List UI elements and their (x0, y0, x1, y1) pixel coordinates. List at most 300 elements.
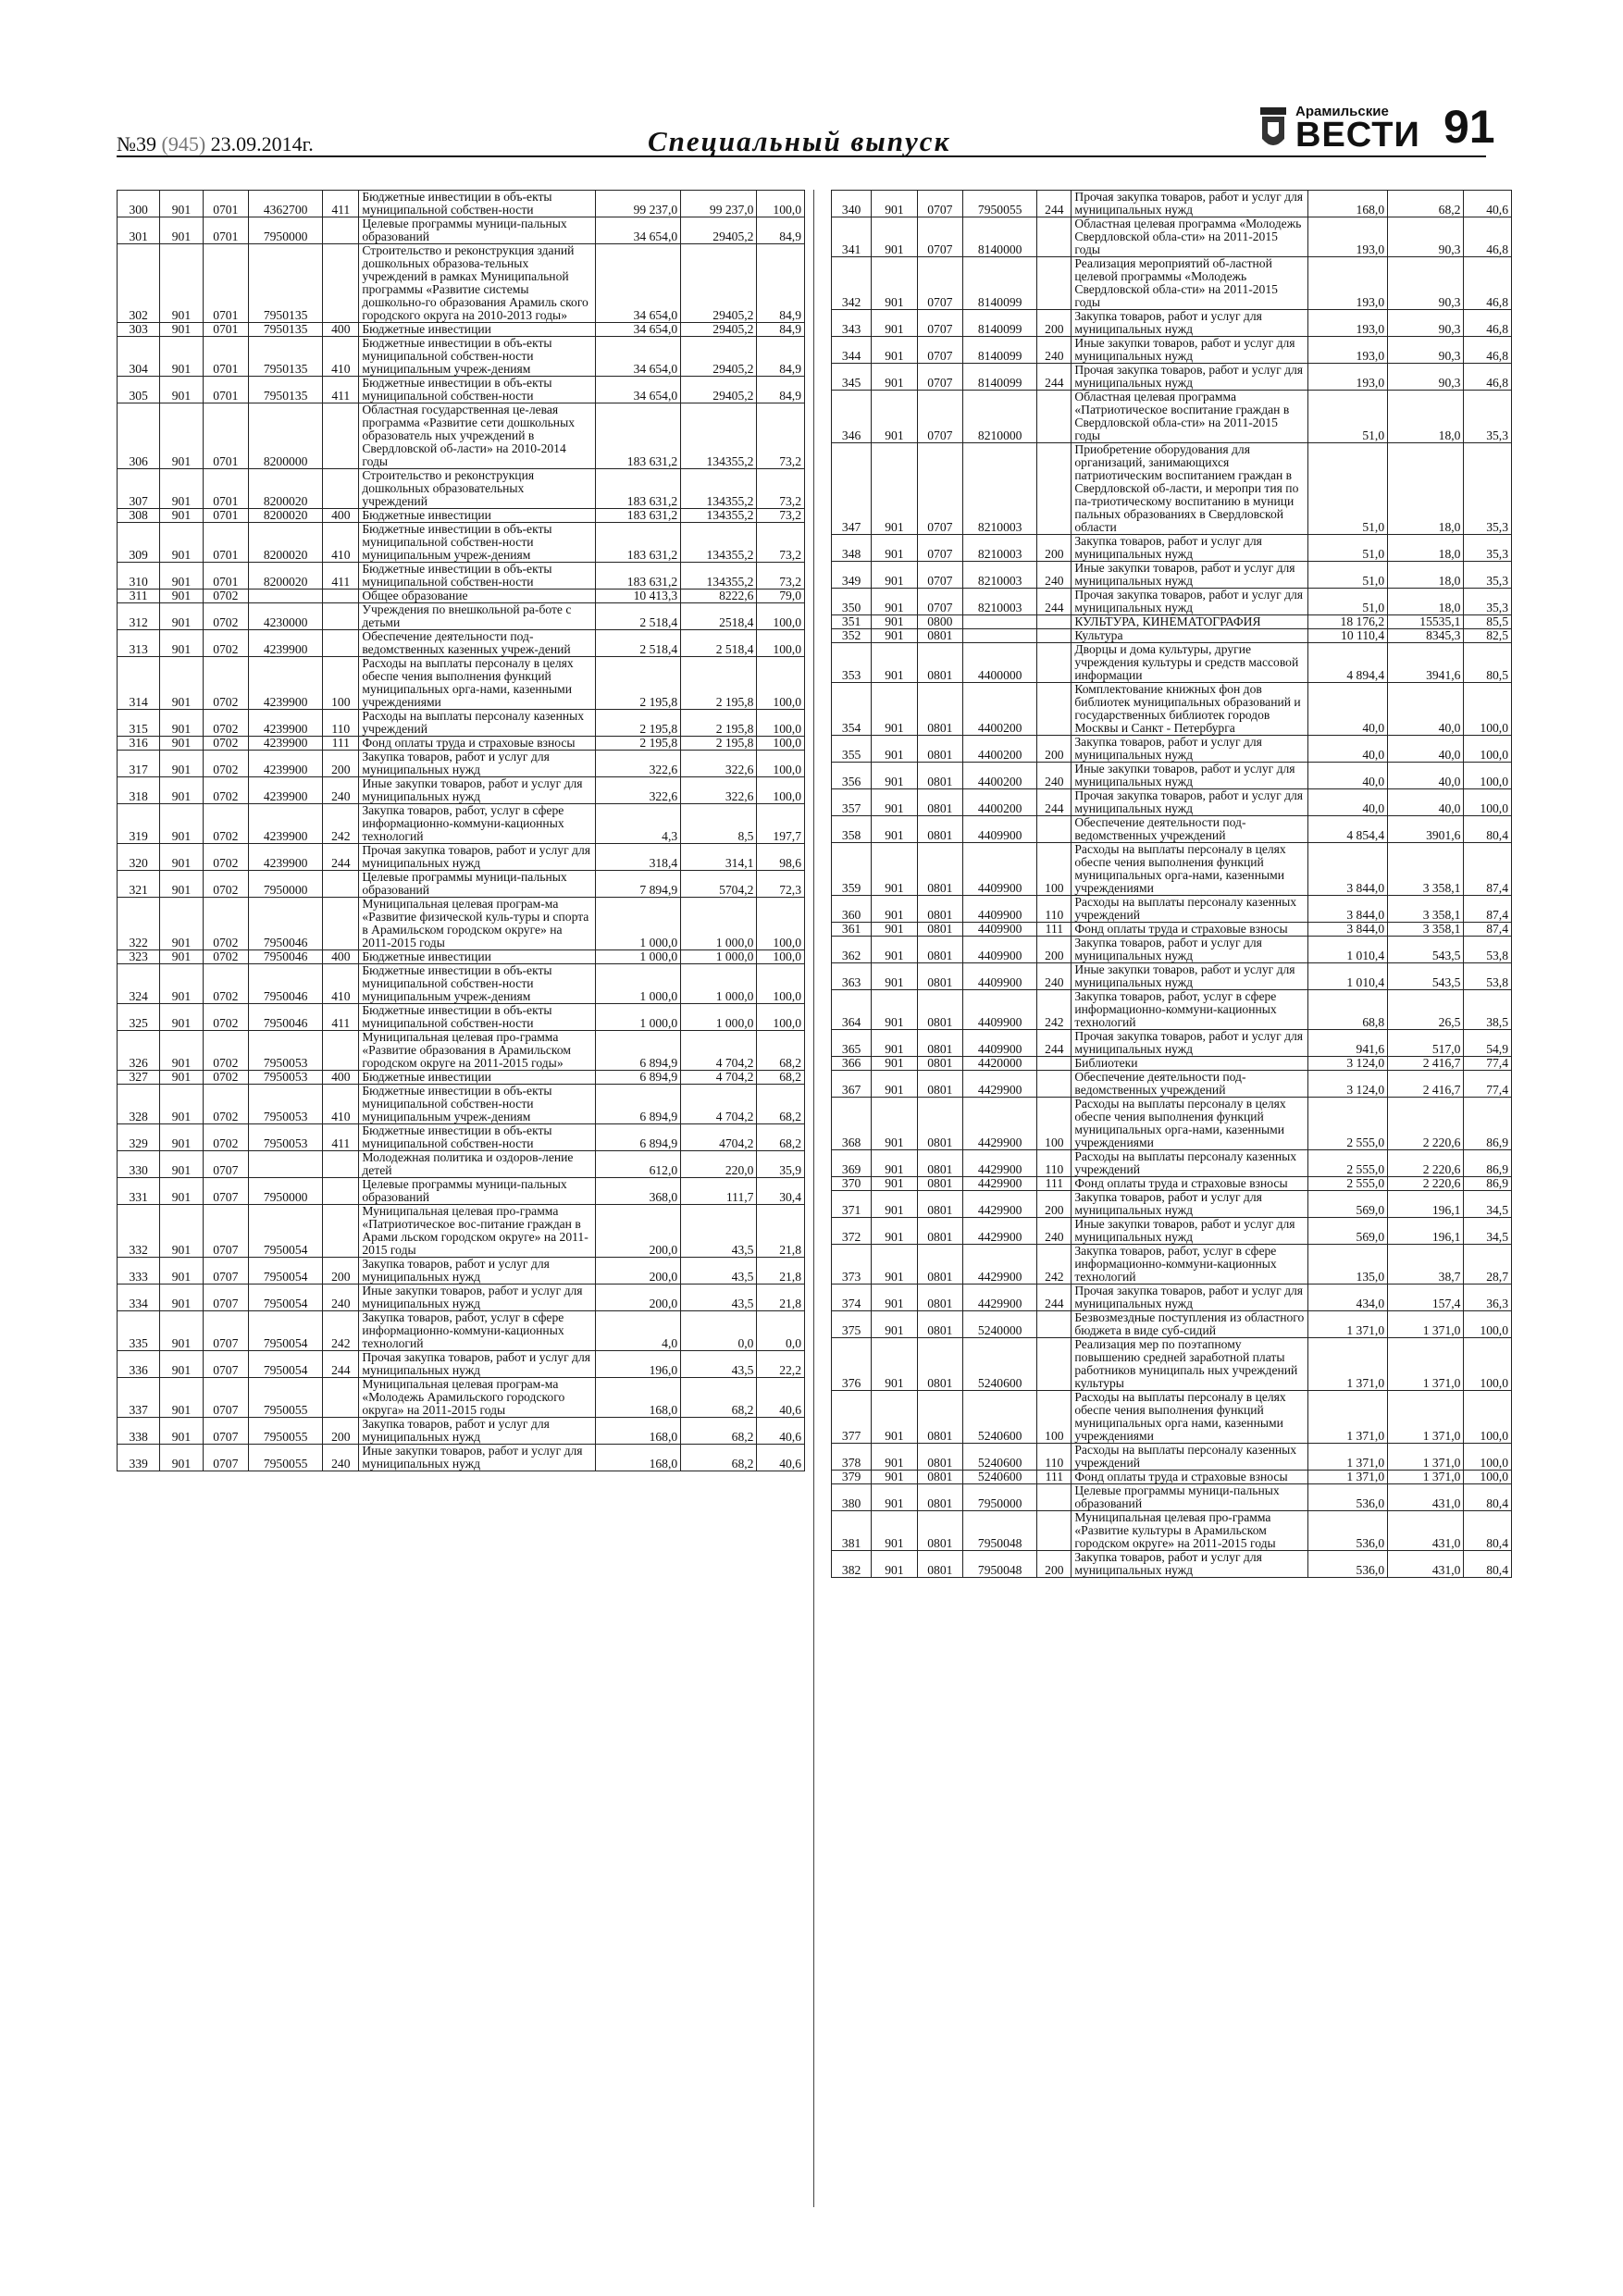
item-name: Закупка товаров, работ, услуг в сфере информационно-коммуни-кационных технологий (1072, 1245, 1307, 1285)
row-number: 344 (832, 337, 872, 364)
section-code: 0707 (203, 1258, 248, 1285)
table-row (118, 1004, 805, 1031)
percent-executed: 30,4 (757, 1178, 805, 1205)
admin-code: 901 (160, 1178, 203, 1205)
actual-amount: 8222,6 (681, 590, 757, 603)
percent-executed: 34,5 (1464, 1191, 1512, 1218)
planned-amount: 34 654,0 (595, 217, 681, 244)
section-code: 0701 (203, 323, 248, 337)
item-name: Муниципальная целевая про-грамма «Развитие культуры в Арамильском городском округе» на 2011-2015 годы (1072, 1511, 1307, 1551)
row-number: 324 (118, 964, 160, 1004)
row-number: 359 (832, 843, 872, 896)
table-row (118, 777, 805, 804)
row-number: 339 (118, 1445, 160, 1471)
target-code: 4429900 (963, 1191, 1037, 1218)
section-code: 0707 (203, 1418, 248, 1445)
admin-code: 901 (872, 310, 917, 337)
target-code: 5240600 (963, 1391, 1037, 1444)
row-number: 371 (832, 1191, 872, 1218)
expense-type (1037, 1071, 1072, 1098)
section-code: 0707 (917, 535, 962, 562)
planned-amount: 193,0 (1307, 217, 1387, 257)
actual-amount: 322,6 (681, 777, 757, 804)
percent-executed: 84,9 (757, 377, 805, 403)
planned-amount: 3 844,0 (1307, 843, 1387, 896)
percent-executed: 100,0 (757, 710, 805, 737)
item-name: Расходы на выплаты персоналу в целях обеспе чения выполнения функций муниципальных орга-нами, казенными учреждениями (1072, 843, 1307, 896)
target-code: 7950046 (248, 898, 322, 950)
percent-executed: 84,9 (757, 244, 805, 323)
planned-amount: 1 371,0 (1307, 1338, 1387, 1391)
expense-type: 244 (1037, 364, 1072, 391)
actual-amount: 3941,6 (1388, 643, 1464, 683)
item-name: Бюджетные инвестиции в объ-екты муниципальной собствен-ности (359, 563, 595, 590)
expense-type: 240 (323, 777, 359, 804)
table-row (118, 509, 805, 523)
row-number: 328 (118, 1085, 160, 1124)
expense-type: 111 (1037, 1177, 1072, 1191)
admin-code: 901 (872, 816, 917, 843)
row-number: 370 (832, 1177, 872, 1191)
row-number: 342 (832, 257, 872, 310)
actual-amount: 99 237,0 (681, 191, 757, 217)
percent-executed: 100,0 (757, 630, 805, 657)
planned-amount: 6 894,9 (595, 1031, 681, 1071)
target-code: 8200020 (248, 523, 322, 563)
section-code: 0801 (917, 1511, 962, 1551)
row-number: 350 (832, 589, 872, 615)
actual-amount: 18,0 (1388, 443, 1464, 535)
row-number: 361 (832, 923, 872, 937)
expense-type: 411 (323, 1004, 359, 1031)
percent-executed: 100,0 (757, 737, 805, 751)
budget-table-right (831, 190, 1512, 1578)
table-row (118, 710, 805, 737)
table-row (832, 1511, 1512, 1551)
percent-executed: 86,9 (1464, 1098, 1512, 1150)
section-code: 0702 (203, 804, 248, 844)
logo-big-text: ВЕСТИ (1295, 116, 1420, 155)
table-row (832, 736, 1512, 763)
actual-amount: 40,0 (1388, 736, 1464, 763)
target-code: 8210003 (963, 589, 1037, 615)
actual-amount: 1 000,0 (681, 950, 757, 964)
admin-code: 901 (872, 990, 917, 1030)
section-code: 0801 (917, 1071, 962, 1098)
admin-code: 901 (160, 898, 203, 950)
actual-amount: 3 358,1 (1388, 923, 1464, 937)
row-number: 369 (832, 1150, 872, 1177)
target-code: 7950055 (248, 1418, 322, 1445)
section-code: 0801 (917, 923, 962, 937)
target-code: 8200000 (248, 403, 322, 469)
expense-type: 240 (1037, 1218, 1072, 1245)
actual-amount: 40,0 (1388, 683, 1464, 736)
section-code: 0702 (203, 657, 248, 710)
admin-code: 901 (160, 1071, 203, 1085)
section-code: 0801 (917, 1311, 962, 1338)
item-name: Строительство и реконструкция дошкольных образовательных учреждений (359, 469, 595, 509)
section-code: 0801 (917, 1245, 962, 1285)
item-name: Бюджетные инвестиции в объ-екты муниципальной собствен-ности (359, 191, 595, 217)
actual-amount: 4 704,2 (681, 1031, 757, 1071)
planned-amount: 51,0 (1307, 391, 1387, 443)
section-code: 0702 (203, 777, 248, 804)
expense-type (323, 1378, 359, 1418)
expense-type: 242 (1037, 990, 1072, 1030)
percent-executed: 21,8 (757, 1258, 805, 1285)
expense-type: 200 (323, 1258, 359, 1285)
planned-amount: 1 000,0 (595, 1004, 681, 1031)
row-number: 354 (832, 683, 872, 736)
percent-executed: 21,8 (757, 1205, 805, 1258)
expense-type: 242 (323, 1311, 359, 1351)
expense-type: 244 (1037, 191, 1072, 217)
admin-code: 901 (160, 777, 203, 804)
target-code: 8200020 (248, 563, 322, 590)
planned-amount: 941,6 (1307, 1030, 1387, 1057)
expense-type (1037, 683, 1072, 736)
expense-type: 100 (323, 657, 359, 710)
target-code: 7950055 (963, 191, 1037, 217)
section-code: 0701 (203, 509, 248, 523)
target-code: 7950054 (248, 1351, 322, 1378)
expense-type: 244 (1037, 789, 1072, 816)
admin-code: 901 (872, 896, 917, 923)
table-row (118, 630, 805, 657)
expense-type (323, 898, 359, 950)
percent-executed: 98,6 (757, 844, 805, 871)
actual-amount: 68,2 (1388, 191, 1464, 217)
percent-executed: 100,0 (757, 950, 805, 964)
admin-code: 901 (872, 337, 917, 364)
row-number: 322 (118, 898, 160, 950)
actual-amount: 431,0 (1388, 1484, 1464, 1511)
actual-amount: 38,7 (1388, 1245, 1464, 1285)
item-name: Муниципальная целевая програм-ма «Развитие физической куль-туры и спорта в Арамильском городском округе» на 2011-2015 годы (359, 898, 595, 950)
row-number: 345 (832, 364, 872, 391)
section-code: 0707 (917, 589, 962, 615)
planned-amount: 7 894,9 (595, 871, 681, 898)
actual-amount: 134355,2 (681, 469, 757, 509)
table-row (118, 523, 805, 563)
admin-code: 901 (872, 615, 917, 629)
percent-executed: 36,3 (1464, 1285, 1512, 1311)
section-code: 0707 (917, 257, 962, 310)
target-code: 7950046 (248, 950, 322, 964)
expense-type: 242 (1037, 1245, 1072, 1285)
actual-amount: 90,3 (1388, 217, 1464, 257)
target-code: 4400200 (963, 736, 1037, 763)
planned-amount: 40,0 (1307, 763, 1387, 789)
table-row (832, 843, 1512, 896)
section-code: 0707 (917, 337, 962, 364)
table-row (832, 816, 1512, 843)
row-number: 306 (118, 403, 160, 469)
admin-code: 901 (872, 535, 917, 562)
item-name: Закупка товаров, работ и услуг для муниципальных нужд (359, 1258, 595, 1285)
planned-amount: 2 555,0 (1307, 1150, 1387, 1177)
row-number: 353 (832, 643, 872, 683)
planned-amount: 193,0 (1307, 337, 1387, 364)
section-code: 0801 (917, 1391, 962, 1444)
section-code: 0702 (203, 1031, 248, 1071)
target-code: 7950053 (248, 1031, 322, 1071)
row-number: 346 (832, 391, 872, 443)
planned-amount: 322,6 (595, 777, 681, 804)
admin-code: 901 (872, 736, 917, 763)
actual-amount: 2 195,8 (681, 737, 757, 751)
section-code: 0701 (203, 337, 248, 377)
table-row (832, 589, 1512, 615)
expense-type: 240 (1037, 562, 1072, 589)
target-code: 4239900 (248, 657, 322, 710)
item-name: Закупка товаров, работ, услуг в сфере информационно-коммуни-кационных технологий (359, 1311, 595, 1351)
newspaper-logo (1258, 104, 1420, 155)
row-number: 341 (832, 217, 872, 257)
table-row (118, 337, 805, 377)
item-name: Фонд оплаты труда и страховые взносы (1072, 923, 1307, 937)
actual-amount: 2 220,6 (1388, 1177, 1464, 1191)
expense-type: 200 (1037, 1191, 1072, 1218)
admin-code: 901 (160, 630, 203, 657)
percent-executed: 80,5 (1464, 643, 1512, 683)
actual-amount: 543,5 (1388, 937, 1464, 963)
table-row (118, 1178, 805, 1205)
actual-amount: 26,5 (1388, 990, 1464, 1030)
planned-amount: 4,0 (595, 1311, 681, 1351)
target-code: 4429900 (963, 1071, 1037, 1098)
percent-executed: 86,9 (1464, 1150, 1512, 1177)
row-number: 318 (118, 777, 160, 804)
table-row (832, 337, 1512, 364)
actual-amount: 29405,2 (681, 217, 757, 244)
row-number: 301 (118, 217, 160, 244)
row-number: 312 (118, 603, 160, 630)
section-code: 0801 (917, 843, 962, 896)
section-code: 0800 (917, 615, 962, 629)
percent-executed: 100,0 (757, 657, 805, 710)
item-name: Бюджетные инвестиции в объ-екты муниципальной собствен-ности (359, 1124, 595, 1151)
planned-amount: 40,0 (1307, 789, 1387, 816)
actual-amount: 431,0 (1388, 1551, 1464, 1578)
expense-type: 100 (1037, 843, 1072, 896)
item-name: Муниципальная целевая про-грамма «Патриотическое вос-питание граждан в Арами льском городском округе» на 2011-2015 годы (359, 1205, 595, 1258)
admin-code: 901 (872, 1098, 917, 1150)
table-row (118, 1418, 805, 1445)
actual-amount: 134355,2 (681, 523, 757, 563)
row-number: 377 (832, 1391, 872, 1444)
planned-amount: 51,0 (1307, 535, 1387, 562)
target-code: 8200020 (248, 469, 322, 509)
percent-executed: 40,6 (1464, 191, 1512, 217)
admin-code: 901 (160, 191, 203, 217)
target-code: 7950048 (963, 1551, 1037, 1578)
row-number: 362 (832, 937, 872, 963)
expense-type: 111 (1037, 1471, 1072, 1484)
admin-code: 901 (872, 1218, 917, 1245)
expense-type (323, 469, 359, 509)
admin-code: 901 (160, 1285, 203, 1311)
table-row (118, 469, 805, 509)
target-code: 7950054 (248, 1205, 322, 1258)
item-name: Закупка товаров, работ, услуг в сфере информационно-коммуни-кационных технологий (359, 804, 595, 844)
budget-table-left (117, 190, 805, 1471)
percent-executed: 73,2 (757, 403, 805, 469)
expense-type: 410 (323, 523, 359, 563)
table-row (832, 896, 1512, 923)
admin-code: 901 (160, 1351, 203, 1378)
row-number: 308 (118, 509, 160, 523)
admin-code: 901 (160, 1085, 203, 1124)
item-name: Расходы на выплаты персоналу казенных учреждений (1072, 1444, 1307, 1471)
row-number: 309 (118, 523, 160, 563)
planned-amount: 569,0 (1307, 1218, 1387, 1245)
item-name: Закупка товаров, работ и услуг для муниципальных нужд (359, 751, 595, 777)
table-row (118, 590, 805, 603)
expense-type (1037, 1511, 1072, 1551)
actual-amount: 43,5 (681, 1258, 757, 1285)
expense-type (1037, 257, 1072, 310)
item-name: Прочая закупка товаров, работ и услуг для муниципальных нужд (1072, 789, 1307, 816)
expense-type (1037, 1338, 1072, 1391)
planned-amount: 51,0 (1307, 443, 1387, 535)
table-row (118, 323, 805, 337)
target-code: 7950135 (248, 323, 322, 337)
expense-type: 244 (1037, 1030, 1072, 1057)
expense-type: 200 (1037, 937, 1072, 963)
target-code: 4409900 (963, 963, 1037, 990)
target-code: 7950046 (248, 964, 322, 1004)
item-name: Иные закупки товаров, работ и услуг для муниципальных нужд (1072, 1218, 1307, 1245)
actual-amount: 0,0 (681, 1311, 757, 1351)
expense-type (323, 244, 359, 323)
table-row (118, 1378, 805, 1418)
item-name: Бюджетные инвестиции в объ-екты муниципальной собствен-ности муниципальным учреж-дениям (359, 964, 595, 1004)
percent-executed: 77,4 (1464, 1057, 1512, 1071)
item-name: Реализация мер по поэтапному повышению средней заработной платы работников муниципаль ных учреждений культуры (1072, 1338, 1307, 1391)
actual-amount: 4 704,2 (681, 1071, 757, 1085)
expense-type: 240 (323, 1285, 359, 1311)
admin-code: 901 (872, 763, 917, 789)
actual-amount: 18,0 (1388, 391, 1464, 443)
target-code: 7950054 (248, 1258, 322, 1285)
actual-amount: 220,0 (681, 1151, 757, 1178)
target-code: 8210000 (963, 391, 1037, 443)
target-code: 4409900 (963, 896, 1037, 923)
admin-code: 901 (872, 1285, 917, 1311)
table-row (118, 217, 805, 244)
section-code: 0707 (203, 1311, 248, 1351)
percent-executed: 73,2 (757, 523, 805, 563)
table-row (832, 191, 1512, 217)
planned-amount: 1 371,0 (1307, 1391, 1387, 1444)
actual-amount: 90,3 (1388, 257, 1464, 310)
expense-type: 400 (323, 1071, 359, 1085)
percent-executed: 100,0 (1464, 763, 1512, 789)
planned-amount: 536,0 (1307, 1484, 1387, 1511)
actual-amount: 1 000,0 (681, 964, 757, 1004)
target-code: 7950135 (248, 337, 322, 377)
percent-executed: 54,9 (1464, 1030, 1512, 1057)
expense-type: 240 (1037, 337, 1072, 364)
target-code: 7950054 (248, 1285, 322, 1311)
row-number: 337 (118, 1378, 160, 1418)
item-name: Бюджетные инвестиции (359, 1071, 595, 1085)
table-row (118, 1205, 805, 1258)
expense-type: 400 (323, 323, 359, 337)
admin-code: 901 (160, 1418, 203, 1445)
item-name: Закупка товаров, работ и услуг для муниципальных нужд (1072, 1191, 1307, 1218)
table-row (118, 1445, 805, 1471)
row-number: 373 (832, 1245, 872, 1285)
table-row (118, 377, 805, 403)
item-name: Прочая закупка товаров, работ и услуг для муниципальных нужд (1072, 1285, 1307, 1311)
table-row (832, 1057, 1512, 1071)
item-name: Бюджетные инвестиции в объ-екты муниципальной собствен-ности муниципальным учреж-дениям (359, 1085, 595, 1124)
planned-amount: 168,0 (595, 1418, 681, 1445)
table-row (118, 1311, 805, 1351)
row-number: 352 (832, 629, 872, 643)
expense-type (1037, 816, 1072, 843)
actual-amount: 431,0 (1388, 1511, 1464, 1551)
percent-executed: 100,0 (757, 191, 805, 217)
table-row (118, 603, 805, 630)
admin-code: 901 (160, 523, 203, 563)
planned-amount: 196,0 (595, 1351, 681, 1378)
admin-code: 901 (872, 789, 917, 816)
actual-amount: 3 358,1 (1388, 896, 1464, 923)
actual-amount: 1 371,0 (1388, 1311, 1464, 1338)
table-row (118, 1071, 805, 1085)
item-name: Целевые программы муници-пальных образований (359, 1178, 595, 1205)
expense-type (1037, 1057, 1072, 1071)
actual-amount: 134355,2 (681, 403, 757, 469)
item-name: Молодежная политика и оздоров-ление детей (359, 1151, 595, 1178)
target-code: 4409900 (963, 937, 1037, 963)
item-name: Иные закупки товаров, работ и услуг для муниципальных нужд (1072, 337, 1307, 364)
admin-code: 901 (160, 1258, 203, 1285)
section-code: 0707 (917, 364, 962, 391)
expense-type: 411 (323, 377, 359, 403)
target-code: 7950000 (248, 871, 322, 898)
table-row (832, 1218, 1512, 1245)
percent-executed: 68,2 (757, 1031, 805, 1071)
section-code: 0707 (203, 1151, 248, 1178)
admin-code: 901 (872, 217, 917, 257)
percent-executed: 87,4 (1464, 843, 1512, 896)
section-code: 0801 (917, 937, 962, 963)
planned-amount: 6 894,9 (595, 1124, 681, 1151)
table-row (832, 1071, 1512, 1098)
admin-code: 901 (872, 191, 917, 217)
admin-code: 901 (160, 377, 203, 403)
planned-amount: 3 844,0 (1307, 923, 1387, 937)
row-number: 375 (832, 1311, 872, 1338)
item-name: Закупка товаров, работ и услуг для муниципальных нужд (1072, 535, 1307, 562)
row-number: 326 (118, 1031, 160, 1071)
row-number: 364 (832, 990, 872, 1030)
expense-type (323, 1031, 359, 1071)
admin-code: 901 (872, 1391, 917, 1444)
section-code: 0707 (203, 1445, 248, 1471)
section-code: 0801 (917, 789, 962, 816)
admin-code: 901 (872, 1030, 917, 1057)
planned-amount: 34 654,0 (595, 323, 681, 337)
target-code: 8140099 (963, 310, 1037, 337)
expense-type (323, 217, 359, 244)
percent-executed: 100,0 (1464, 789, 1512, 816)
